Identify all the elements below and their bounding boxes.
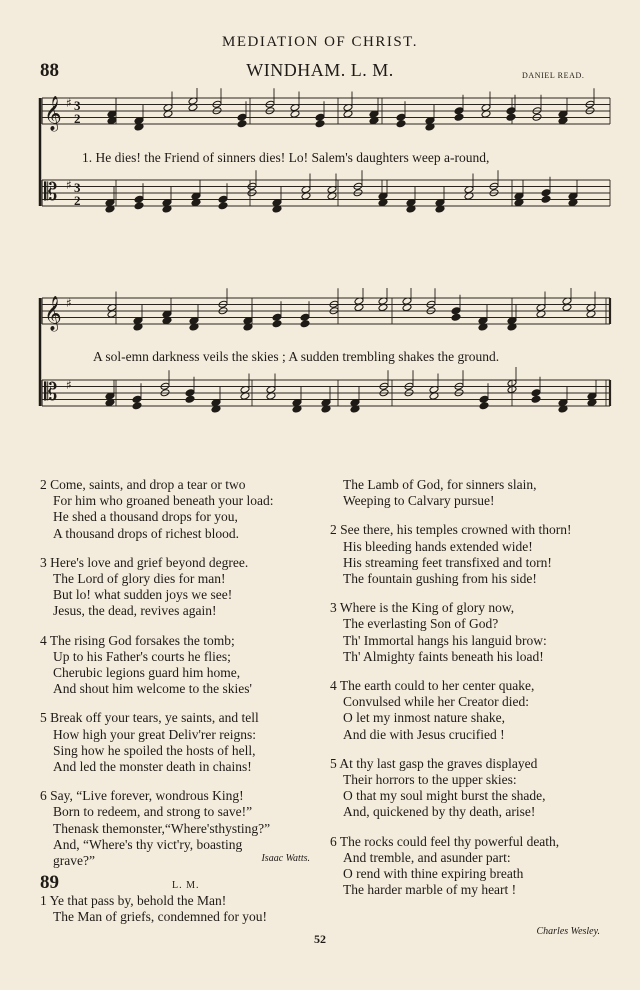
- verse-line: Convulsed while her Creator died:: [343, 694, 529, 710]
- verse-line: 1 Ye that pass by, behold the Man!: [40, 893, 227, 908]
- hymn-89-verse: [40, 893, 267, 925]
- verse-line: His streaming feet transfixed and torn!: [343, 554, 552, 570]
- verse-line: And die with Jesus crucified !: [343, 726, 505, 742]
- verse-line: Sing how he spoiled the hosts of hell,: [53, 742, 256, 758]
- verse-line: And led the monster death in chains!: [53, 759, 252, 775]
- verse-line: The fountain gushing from his side!: [343, 571, 537, 587]
- verse-line: 4 The earth could to her center quake,: [330, 678, 535, 694]
- stanza: [40, 555, 325, 620]
- verse-line: Thenask themonster,“Where'sthysting?”: [53, 820, 271, 836]
- notes: [107, 288, 596, 331]
- stanza: [330, 678, 615, 743]
- c-clef-icon: 𝄡: [44, 378, 58, 406]
- stanza: [330, 834, 615, 899]
- verse-line: And, quickened by thy death, arise!: [343, 804, 536, 820]
- verse-line: Up to his Father's courts he flies;: [53, 648, 231, 664]
- verse-line: 5 At thy last gasp the graves displayed: [330, 755, 538, 771]
- hymn-89-meter: L. M.: [172, 880, 200, 891]
- hymn-number: 88: [40, 60, 59, 81]
- section-title: MEDIATION OF CHRIST.: [222, 34, 418, 50]
- time-signature: 2: [74, 193, 81, 208]
- verse-line: 4 The rising God forsakes the tomb;: [40, 632, 235, 648]
- stanza: [330, 600, 615, 665]
- notes: [107, 88, 595, 131]
- hymn-88-verses-right: [330, 477, 615, 911]
- author-credit-wesley: Charles Wesley.: [536, 926, 600, 937]
- verse-line: Weeping to Calvary pursue!: [343, 493, 495, 509]
- hymn-89-number: 89: [40, 872, 59, 893]
- stanza: [330, 756, 615, 821]
- stanza: [40, 710, 325, 775]
- staff: [42, 96, 610, 132]
- verse-line: A thousand drops of richest blood.: [53, 525, 239, 541]
- verse-line: Their horrors to the upper skies:: [343, 772, 517, 788]
- staff: [42, 178, 610, 208]
- verse-line: How high your great Deliv'rer reigns:: [53, 726, 257, 742]
- time-signature: 3: [74, 98, 81, 113]
- verse-line: 6 The rocks could feel thy powerful death,: [330, 833, 560, 849]
- composer: DANIEL READ.: [522, 71, 585, 80]
- verse-line: His bleeding hands extended wide!: [343, 538, 533, 554]
- author-credit-watts: Isaac Watts.: [261, 853, 310, 864]
- verse-line: O rend with thine expiring breath: [343, 866, 524, 882]
- time-signature: 2: [74, 111, 81, 126]
- verse-line: But lo! what sudden joys we see!: [53, 587, 233, 603]
- verse-line: 5 Break off your tears, ye saints, and tell: [40, 710, 259, 726]
- treble-clef-icon: 𝄞: [44, 296, 62, 331]
- hymn-88-verses-left: [40, 477, 325, 882]
- lyrics-line-1: 1. He dies! the Friend of sinners dies! Lo! Salem's daughters weep a-round,: [82, 150, 490, 165]
- notes: [105, 170, 578, 213]
- verse-line: 2 Come, saints, and drop a tear or two: [40, 477, 246, 492]
- verse-line: And tremble, and asunder part:: [343, 849, 511, 865]
- verse-line: 3 Where is the King of glory now,: [330, 600, 515, 616]
- verse-line: Th' Immortal hangs his languid brow:: [343, 632, 547, 648]
- verse-line: Th' Almighty faints beneath his load!: [343, 648, 544, 664]
- verse-line: O that my soul might burst the shade,: [343, 788, 546, 804]
- sharp-icon: ♯: [66, 296, 72, 310]
- staff: [42, 296, 610, 332]
- stanza: [40, 633, 325, 698]
- verse-line: 6 Say, “Live forever, wondrous King!: [40, 788, 244, 804]
- page-number: 52: [314, 932, 326, 946]
- verse-line: The everlasting Son of God?: [343, 616, 499, 632]
- verse-line: He shed a thousand drops for you,: [53, 509, 238, 525]
- verse-line: 3 Here's love and grief beyond degree.: [40, 554, 249, 570]
- stanza: [40, 477, 325, 542]
- verse-line: And, “Where's thy vict'ry, boasting: [53, 836, 243, 852]
- c-clef-icon: 𝄡: [44, 178, 58, 206]
- verse-line: 2 See there, his temples crowned with thorn!: [330, 522, 572, 538]
- verse-line: O let my inmost nature shake,: [343, 710, 505, 726]
- lyrics-line-2: A sol-emn darkness veils the skies ; A sudden trembling shakes the ground.: [93, 349, 500, 364]
- stanza: [330, 522, 615, 587]
- tune-name: WINDHAM. L. M.: [246, 60, 394, 80]
- time-signature: 3: [74, 180, 81, 195]
- verse-line: Jesus, the dead, revives again!: [53, 603, 217, 619]
- sharp-icon: ♯: [66, 378, 72, 392]
- verse-line: The Man of griefs, condemned for you!: [53, 909, 268, 925]
- verse-line: The harder marble of my heart !: [343, 882, 517, 898]
- verse-line: Cherubic legions guard him home,: [53, 665, 241, 681]
- verse-line: And shout him welcome to the skies': [53, 681, 252, 697]
- verse-line: The Lord of glory dies for man!: [53, 571, 226, 587]
- sharp-icon: ♯: [66, 96, 72, 110]
- sharp-icon: ♯: [66, 178, 72, 192]
- verse-line: grave?”: [53, 853, 95, 869]
- verse-line: For him who groaned beneath your load:: [53, 493, 274, 509]
- treble-clef-icon: 𝄞: [44, 96, 62, 131]
- verse-line: Born to redeem, and strong to save!”: [53, 804, 253, 820]
- stanza: [330, 477, 615, 509]
- verse-line: The Lamb of God, for sinners slain,: [343, 477, 537, 492]
